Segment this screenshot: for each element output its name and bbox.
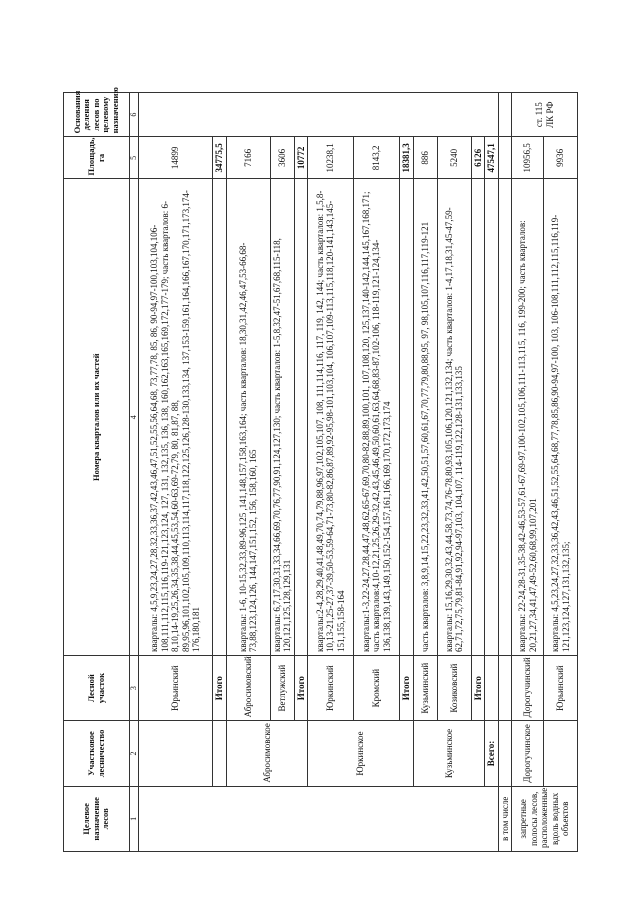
basis-cell (498, 93, 512, 137)
header-area: Площадь, га (64, 137, 130, 179)
subtotal-area: 6126 (471, 137, 485, 179)
header-basis: Основания деления лесов по целевому назначению (64, 93, 130, 137)
site-cell: Юркинский (308, 655, 354, 720)
table-row (498, 93, 512, 852)
site-cell: Ветлужский (270, 655, 294, 720)
area-cell: 10956,5 (512, 137, 544, 179)
subtotal-label: Итого (400, 655, 414, 720)
subtotal-label: Итого (213, 655, 227, 720)
area-cell (498, 137, 512, 179)
subtotal-area: 34775,5 (213, 137, 227, 179)
quarters-cell: кварталы: 22-24,28-31,35-38,42-46,53-57,61-67,69-97,100-102,105,106,111-113,115, 116, 199-200; часть кварталов: 20,21,27,34,41,47,49-52,60,68,99,107,201 (512, 179, 544, 655)
purpose-cell: в том числе (498, 786, 512, 851)
quarters-cell: кварталы: 6,7,17,30,31,33,34,66,69,70,76,77,90,91,124,127,130; часть кварталов: 1-5,8,32,47-51,67,68,115-118, 120,121,125,128,129,131 (270, 179, 294, 655)
site-cell (498, 655, 512, 720)
area-cell: 9936 (544, 137, 578, 179)
forest-allocation-table (63, 87, 578, 852)
rotated-page (63, 87, 637, 852)
col-index: 3 (130, 655, 139, 720)
table-header-row (64, 93, 130, 852)
subtotal-label: Итого (471, 655, 485, 720)
table-row (544, 93, 578, 852)
quarters-cell: кварталы: 4,5,23,24,27,32,33,36,42,43,46,51,52,55,64,68,77,78,85,86,90-94,97-100, 103, 106-108,111,112,115,116,119-121,123,124,127,131,132,135; (544, 179, 578, 655)
basis-cell (139, 93, 499, 137)
quarters-cell: кварталы: 15,16,29,30,32,43,44,58,73,74,76-78,80,93,105,106,120,121,132,134; часть кварталов: 1-4,17,18,31,45-47,59-62,71,72,75,79,81-84,91,92,94-97,103, 104,107, 114-119,122,128-131,133,135 (437, 179, 471, 655)
col-index: 6 (130, 93, 139, 137)
site-cell: Абросимовский (226, 655, 270, 720)
column-index-row (130, 93, 139, 852)
forestry-cell: Юркинское (308, 721, 414, 786)
subtotal-area: 18381,3 (400, 137, 414, 179)
purpose-cell: запретные полосы лесов, расположенные вдоль водных объектов (512, 786, 578, 851)
header-forestry: Участковое лесничество (64, 721, 130, 786)
forestry-cell: Кузьминское (413, 721, 485, 786)
quarters-cell: часть кварталов: 3,8,9,14,15,22,23,32,33,41,42,50,51,57,60,61,67,70,77,79,80,88,95, 97, 98,105,107,116,117,119-121 (413, 179, 437, 655)
header-site: Лесной участок (64, 655, 130, 720)
col-index: 2 (130, 721, 139, 786)
area-cell: 3606 (270, 137, 294, 179)
subtotal-label: Итого (294, 655, 308, 720)
site-cell: Юрьинский (544, 655, 578, 720)
quarters-cell (498, 179, 512, 655)
forestry-cell (139, 721, 213, 786)
site-cell: Козиковский (437, 655, 471, 720)
table-row (308, 93, 354, 852)
grand-total-area: 47547,1 (485, 137, 499, 179)
quarters-cell: кварталы:1-3,22-24,27,28,44,47,48,62,65-67,69,70,80-82,88,89,100,101, 107,108,120, 125,137,140-142,144,145,167,168,171; часть кварталов:4,10-12,21,25,26,29-32,42,43,45,46,49,50,60,61,63,64,68,83-87,102-106, 118-119,121-124,134-136,138,139,143,149,150,152-154,157,161,166,169,170,172,173,174 (354, 179, 400, 655)
quarters-cell (485, 179, 499, 655)
site-cell: Дорогучинский (512, 655, 544, 720)
purpose-cell (139, 786, 499, 851)
area-cell: 7166 (226, 137, 270, 179)
table-row (512, 93, 544, 852)
quarters-cell (400, 179, 414, 655)
site-cell (485, 655, 499, 720)
forestry-cell (544, 721, 578, 786)
quarters-cell (294, 179, 308, 655)
quarters-cell: кварталы: 4,5,9,23,24,27,28,32,33,36,37,42,43,46,47,51,52,55,56,64,68, 73,77,78, 85, 86, 90-94,97-100,103,104,106-108,111,112,115,116,119-121,123,124, 127, 131, 132,135, 136, 138, 160,162,163,165,169,172,177-179; часть кварталов: 6-8,10,14-19,25,26,34,35,38,44,45,53,54,60-63,69-72,79, 80, 81,87, 88, 89,95,96,101,102,105,109,110,113,114,117,118,122,125,126,128-130,133,134, 137,153-159,161,164,166,167,170,171,173,174-176,180,181 (139, 179, 213, 655)
col-index: 1 (130, 786, 139, 851)
area-cell: 5240 (437, 137, 471, 179)
area-cell: 8143,2 (354, 137, 400, 179)
site-cell: Юрьинский (139, 655, 213, 720)
grand-total-row (485, 93, 499, 852)
table-row (413, 93, 437, 852)
forestry-cell: Дорогучинское (512, 721, 544, 786)
quarters-cell (213, 179, 227, 655)
subtotal-area: 10772 (294, 137, 308, 179)
site-cell: Кромский (354, 655, 400, 720)
area-cell: 14899 (139, 137, 213, 179)
table-row (226, 93, 270, 852)
quarters-cell: кварталы:2-4,28,29,40,41,48,49,70,74,79,88,96,97,102,105,107, 108, 111,114,116, 117, 119, 142, 144; часть кварталов: 1,5,8-10,13-21,25-27,37-39,50-53,59-64,71-73,80-82,86,87,89,92-95,98-101,103,104, 106,107,109-113,115,118,120-141,143,145-151,155,158-164 (308, 179, 354, 655)
table-row (139, 93, 213, 852)
forestry-cell (498, 721, 512, 786)
header-purpose: Целевое назначение лесов (64, 786, 130, 851)
grand-total-label: Всего: (485, 721, 499, 786)
site-cell: Кузьминский (413, 655, 437, 720)
forestry-cell: Абросимовское (226, 721, 308, 786)
col-index: 4 (130, 179, 139, 655)
area-cell: 10238,1 (308, 137, 354, 179)
quarters-cell (471, 179, 485, 655)
area-cell: 886 (413, 137, 437, 179)
quarters-cell: кварталы: 1-6, 10-15,32,33,89-96,125 ,141,148,157,158,163,164; часть кварталов: 18,30,31,42,46,47,53-66,68-73,88,123,124,126, 144,147,151,152, 156, 158,160, 165 (226, 179, 270, 655)
table-row (213, 93, 227, 852)
forestry-cell (213, 721, 227, 786)
col-index: 5 (130, 137, 139, 179)
header-quarters: Номера кварталов или их частей (64, 179, 130, 655)
basis-cell: ст. 115 ЛК РФ (512, 93, 578, 137)
